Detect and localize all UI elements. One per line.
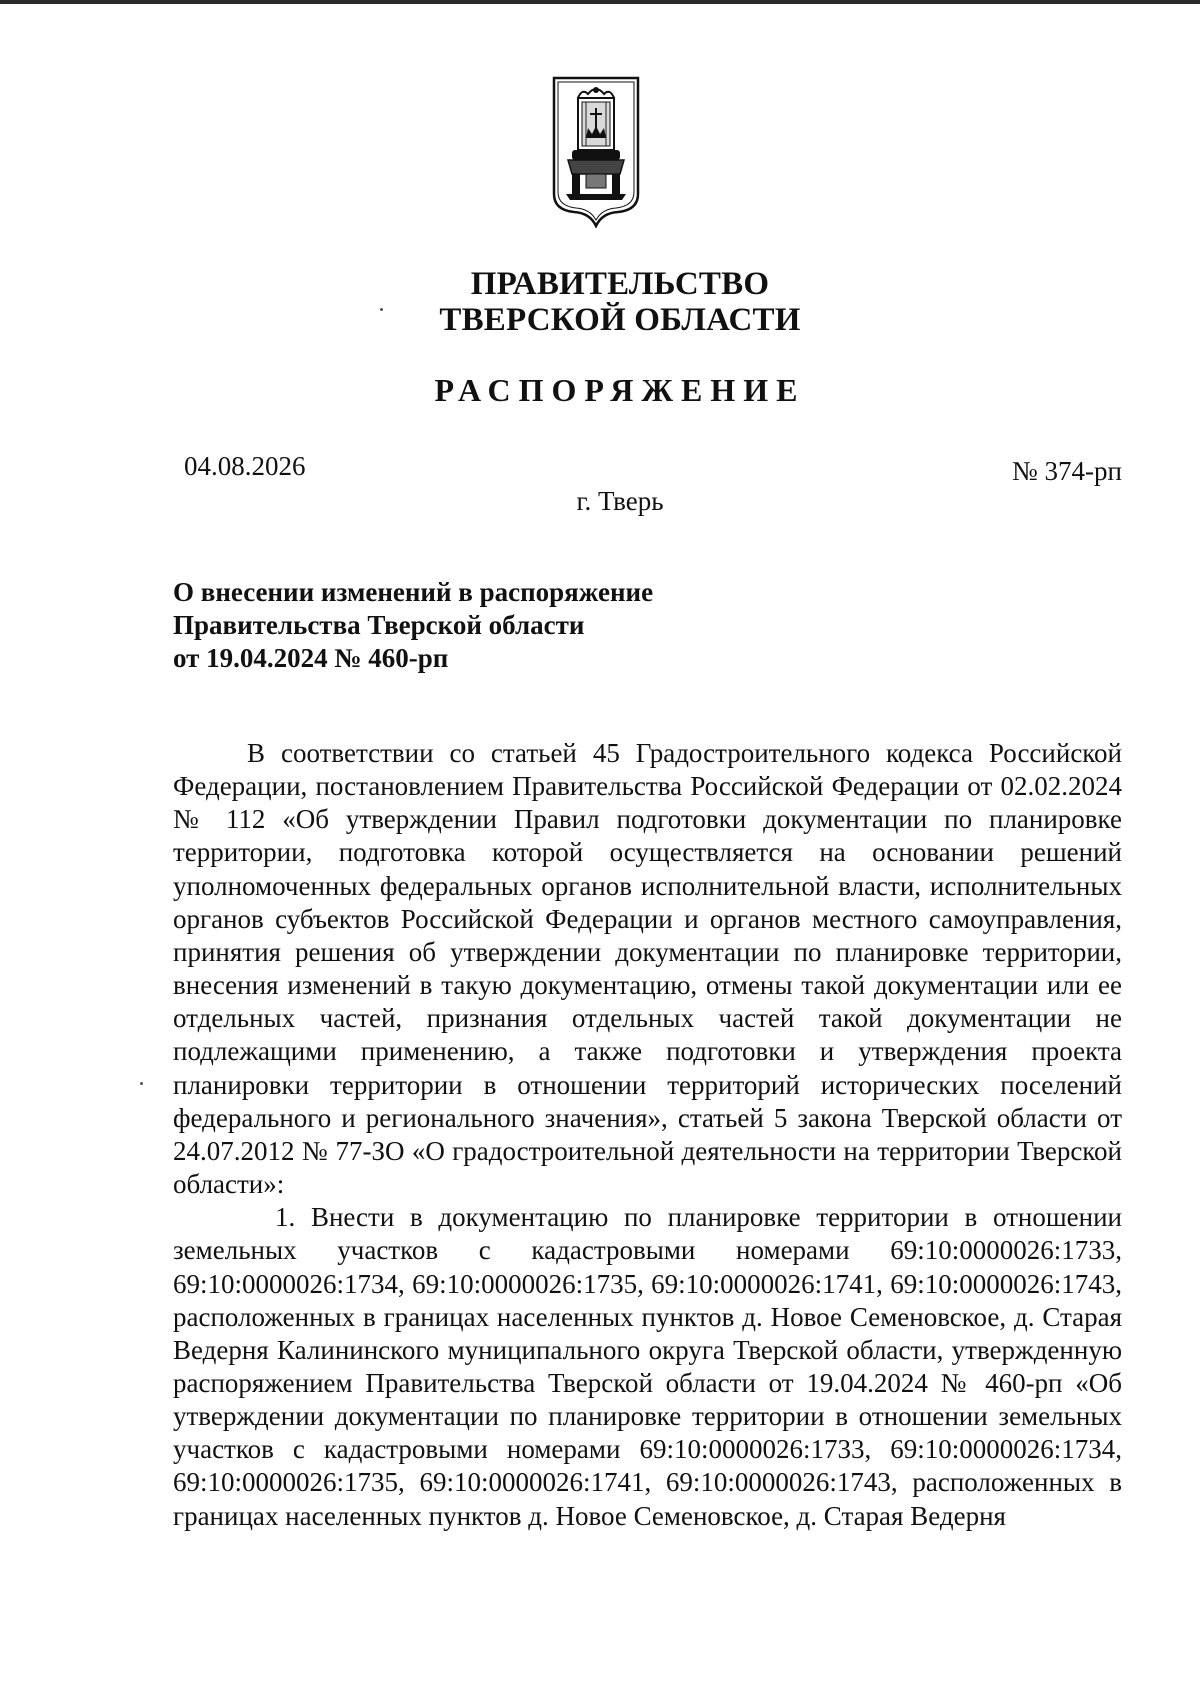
subject-line: Правительства Тверской области <box>173 610 585 640</box>
item-1-paragraph: 1. Внести в документацию по планировке территории в отношении земельных участков с кадастровыми номерами 69:10:0000026:1733, 69:10:0000026:1734, 69:10:0000026:1735, 69:10:0000026:1741, 69:10:0000026:1743, расположенных в границах населенных пунктов д. Новое Семеновское, д. Старая Ведерня Калининского муниципального округа Тверской области, утвержденную распоряжением Правительства Тверской области от 19.04.2024 № 460-рп «Об утверждении документации по планировке территории в отношении земельных участков с кадастровыми номерами 69:10:0000026:1733, 69:10:0000026:1734, 69:10:0000026:1735, 69:10:0000026:1741, 69:10:0000026:1743, расположенных в границах населенных пунктов д. Новое Семеновское, д. Старая Ведерня <box>173 1202 1122 1531</box>
coat-of-arms-icon <box>552 76 640 228</box>
subject-line: О внесении изменений в распоряжение <box>173 577 654 607</box>
document-date: 04.08.2026 <box>184 451 306 481</box>
document-subject <box>173 576 653 675</box>
scan-speck <box>380 308 383 311</box>
organization-name-line2: ТВЕРСКОЙ ОБЛАСТИ <box>439 302 801 338</box>
scan-speck <box>140 1082 143 1085</box>
document-number: № 374-рп <box>1012 456 1122 486</box>
organization-name-line1: ПРАВИТЕЛЬСТВО <box>470 266 770 302</box>
preamble-paragraph: В соответствии со статьей 45 Градостроительного кодекса Российской Федерации, постановлением Правительства Российской Федерации от 02.02.2024 № 112 «Об утверждении Правил подготовки документации по планировке территории, подготовка которой осуществляется на основании решений уполномоченных федеральных органов исполнительной власти, исполнительных органов субъектов Российской Федерации и органов местного самоуправления, принятия решения об утверждении документации по планировке территории, внесения изменений в такую документацию, отмены такой документации или ее отдельных частей, признания отдельных частей такой документации не подлежащими применению, а также подготовки и утверждения проекта планировки территории в отношении территорий исторических поселений федерального и регионального значения», статьей 5 закона Тверской области от 24.07.2012 № 77-ЗО «О градостроительной деятельности на территории Тверской области»: <box>173 738 1122 1200</box>
document-type-title: РАСПОРЯЖЕНИЕ <box>434 372 806 408</box>
subject-line: от 19.04.2024 № 460-рп <box>173 643 449 673</box>
document-body <box>173 737 1122 1533</box>
page-top-border <box>0 0 1200 4</box>
document-city: г. Тверь <box>576 486 664 516</box>
